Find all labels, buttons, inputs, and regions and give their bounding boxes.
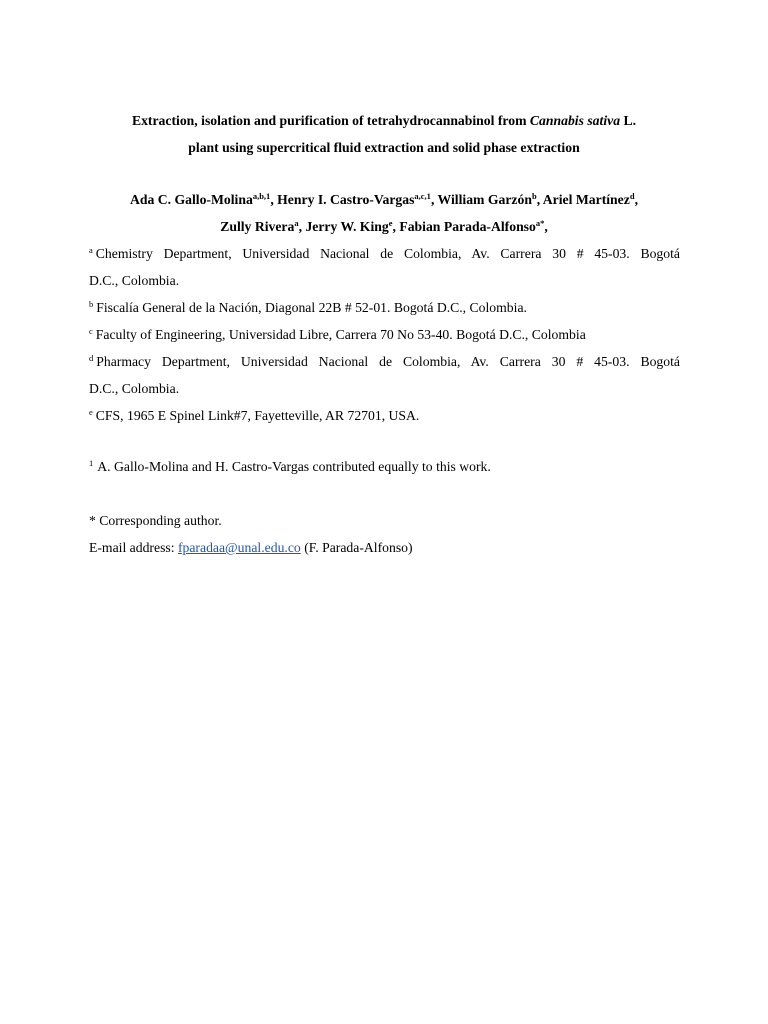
- affiliation-text-continued: D.C., Colombia.: [89, 273, 180, 288]
- email-line: [89, 534, 680, 561]
- affiliation-text: Chemistry Department, Universidad Nacional de Colombia, Av. Carrera 30 # 45-03. Bogotá: [95, 246, 680, 261]
- author-affiliation-mark: a: [294, 218, 299, 228]
- author-name: Ada C. Gallo-Molina: [130, 192, 253, 207]
- affiliation-item: [89, 348, 680, 402]
- author-line-1: [60, 186, 708, 213]
- equal-contribution-note: [89, 453, 680, 480]
- author-separator: ,: [544, 219, 548, 234]
- author-line-2: [60, 213, 708, 240]
- email-suffix: (F. Parada-Alfonso): [300, 540, 413, 555]
- author-affiliation-mark: a,c,1: [414, 191, 431, 201]
- affiliation-line: [89, 294, 680, 321]
- title-line-2: plant using supercritical fluid extraction and solid phase extraction: [188, 140, 580, 155]
- title-line-1: [60, 107, 708, 134]
- author-affiliation-mark: e: [388, 218, 393, 228]
- corresponding-author-block: [89, 507, 680, 561]
- title-line-1-end: L.: [620, 113, 637, 128]
- affiliation-list: [89, 240, 680, 429]
- affiliation-item: [89, 240, 680, 294]
- author-name: William Garzón: [437, 192, 532, 207]
- affiliation-mark: e: [89, 407, 93, 417]
- author-separator: ,: [430, 192, 438, 207]
- author-name: Zully Rivera: [220, 219, 295, 234]
- affiliation-text-continued: D.C., Colombia.: [89, 381, 180, 396]
- title-species-name: Cannabis sativa: [529, 113, 621, 128]
- affiliation-item: [89, 402, 680, 429]
- affiliation-mark: b: [89, 299, 94, 309]
- affiliation-mark: a: [89, 245, 93, 255]
- affiliation-mark: c: [89, 326, 93, 336]
- author-separator: ,: [634, 192, 638, 207]
- title-line-1-start: Extraction, isolation and purification of tetrahydrocannabinol from: [131, 113, 530, 128]
- author-affiliation-mark: a,b,1: [252, 191, 271, 201]
- author-affiliation-mark: a*: [535, 218, 545, 228]
- corresponding-author-label: * Corresponding author.: [89, 513, 222, 528]
- author-separator: ,: [298, 219, 306, 234]
- email-prefix: E-mail address:: [89, 540, 178, 555]
- footnote-mark: 1: [89, 458, 94, 468]
- author-separator: ,: [270, 192, 278, 207]
- email-link[interactable]: fparadaa@unal.edu.co: [177, 540, 301, 555]
- affiliation-line: [89, 402, 680, 429]
- author-name: Jerry W. King: [305, 219, 389, 234]
- author-separator: ,: [392, 219, 400, 234]
- affiliation-item: [89, 294, 680, 321]
- footnote-text: A. Gallo-Molina and H. Castro-Vargas contributed equally to this work.: [97, 459, 491, 474]
- affiliation-mark: d: [89, 353, 94, 363]
- author-name: Henry I. Castro-Vargas: [277, 192, 415, 207]
- paper-title: [60, 107, 708, 161]
- author-name: Fabian Parada-Alfonso: [399, 219, 536, 234]
- author-list: [60, 186, 708, 240]
- author-affiliation-mark: b: [531, 191, 537, 201]
- author-separator: ,: [536, 192, 543, 207]
- affiliation-line: [89, 348, 680, 375]
- affiliation-item: [89, 321, 680, 348]
- affiliation-line: [89, 240, 680, 267]
- affiliation-text: Pharmacy Department, Universidad Nacional de Colombia, Av. Carrera 30 # 45-03. Bogotá: [96, 354, 680, 369]
- author-affiliation-mark: d: [629, 191, 635, 201]
- affiliation-line: [89, 321, 680, 348]
- affiliation-text: Fiscalía General de la Nación, Diagonal 22B # 52-01. Bogotá D.C., Colombia.: [96, 300, 527, 315]
- author-name: Ariel Martínez: [542, 192, 630, 207]
- affiliation-text: Faculty of Engineering, Universidad Libre, Carrera 70 No 53-40. Bogotá D.C., Colombia: [95, 327, 586, 342]
- affiliation-text: CFS, 1965 E Spinel Link#7, Fayetteville, AR 72701, USA.: [95, 408, 420, 423]
